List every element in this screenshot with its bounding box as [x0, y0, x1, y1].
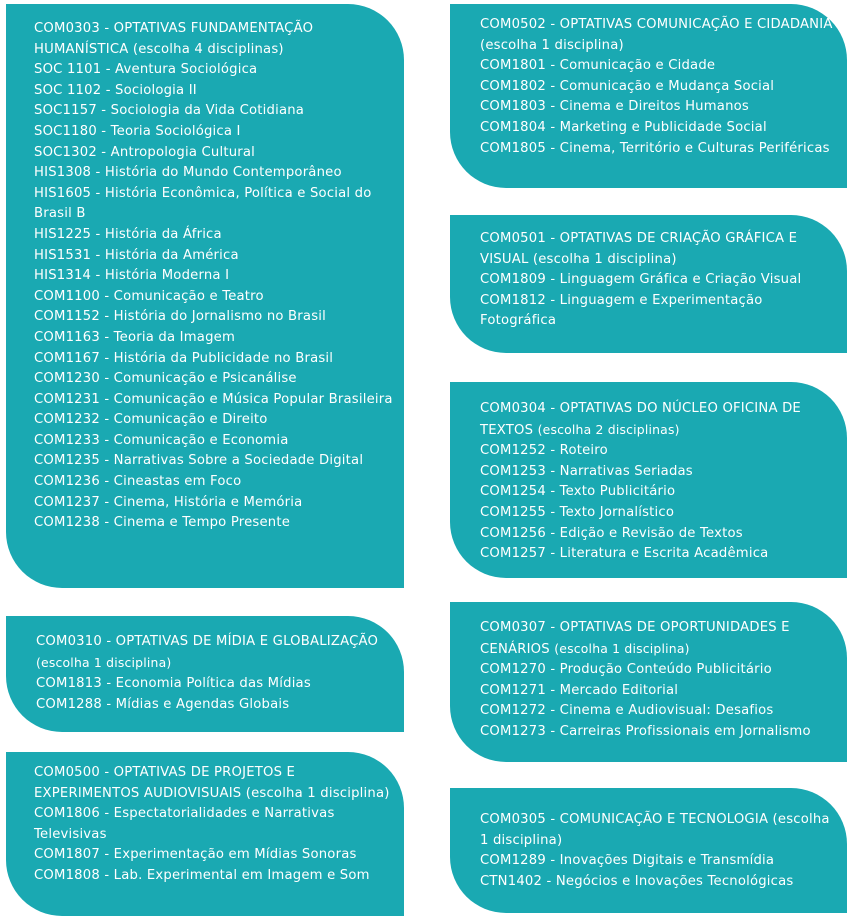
card-title: [36, 632, 394, 674]
course-item: COM1809 - Linguagem Gráfica e Criação Visual: [480, 272, 802, 288]
card-title-text: COM0303 - OPTATIVAS FUNDAMENTAÇÃO HUMANÍSTICA (escolha 4 disciplinas): [34, 21, 314, 57]
card-title-text: COM0310 - OPTATIVAS DE MÍDIA E GLOBALIZAÇÃO: [36, 634, 379, 649]
course-item: COM1236 - Cineastas em Foco: [34, 474, 242, 490]
course-item: COM1808 - Lab. Experimental em Imagem e Som: [34, 867, 370, 883]
card-com0303-fundamentacao-humanistica: [6, 4, 404, 588]
course-item: COM1812 - Linguagem e Experimentação Fotográfica: [480, 292, 763, 329]
course-item: COM1231 - Comunicação e Música Popular Brasileira: [34, 391, 393, 407]
course-item: COM1100 - Comunicação e Teatro: [34, 288, 264, 304]
course-item: HIS1308 - História do Mundo Contemporâneo: [34, 165, 342, 181]
course-item: CTN1402 - Negócios e Inovações Tecnológicas: [480, 873, 794, 889]
course-item: HIS1225 - História da África: [34, 226, 222, 242]
course-item: COM1257 - Literatura e Escrita Acadêmica: [480, 546, 769, 562]
course-item: COM1237 - Cinema, História e Memória: [34, 494, 303, 510]
course-item: HIS1314 - História Moderna I: [34, 268, 230, 284]
course-item: COM1288 - Mídias e Agendas Globais: [36, 696, 290, 712]
card-com0305-comunicacao-tecnologia: [450, 788, 847, 913]
card-title: [480, 229, 837, 270]
course-item: COM1801 - Comunicação e Cidade: [480, 58, 716, 74]
course-item: COM1230 - Comunicação e Psicanálise: [34, 371, 297, 387]
course-item: COM1273 - Carreiras Profissionais em Jornalismo: [480, 723, 811, 739]
card-com0500-projetos-audiovisuais: [6, 752, 404, 916]
course-item: COM1152 - História do Jornalismo no Brasil: [34, 309, 327, 325]
card-com0502-comunicacao-cidadania: [450, 4, 847, 188]
card-com0501-criacao-grafica-visual: [450, 215, 847, 353]
course-item: COM1167 - História da Publicidade no Brasil: [34, 350, 334, 366]
course-item: SOC1302 - Antropologia Cultural: [34, 144, 256, 160]
card-title: [34, 763, 394, 804]
card-title-text: COM0501 - OPTATIVAS DE CRIAÇÃO GRÁFICA E VISUAL (escolha 1 disciplina): [480, 231, 798, 267]
course-item: COM1253 - Narrativas Seriadas: [480, 463, 693, 479]
card-title: [480, 399, 837, 441]
card-title-text: COM0500 - OPTATIVAS DE PROJETOS E EXPERIMENTOS AUDIOVISUAIS (escolha 1 disciplina): [34, 765, 390, 801]
course-item: COM1805 - Cinema, Território e Culturas Periféricas: [480, 140, 830, 156]
course-item: COM1807 - Experimentação em Mídias Sonoras: [34, 847, 357, 863]
card-title-text: COM0305 - COMUNICAÇÃO E TECNOLOGIA (escolha 1 disciplina): [480, 812, 830, 848]
course-item: COM1232 - Comunicação e Direito: [34, 412, 268, 428]
course-item: COM1235 - Narrativas Sobre a Sociedade Digital: [34, 453, 364, 469]
course-item: SOC1157 - Sociologia da Vida Cotidiana: [34, 103, 305, 119]
card-title: [480, 810, 837, 851]
card-com0307-oportunidades-cenarios: [450, 602, 847, 762]
course-item: COM1256 - Edição e Revisão de Textos: [480, 525, 743, 541]
course-item: COM1802 - Comunicação e Mudança Social: [480, 78, 775, 94]
card-title-text: COM0502 - OPTATIVAS COMUNICAÇÃO E CIDADANIA (escolha 1 disciplina): [480, 17, 833, 53]
card-title: [480, 15, 837, 56]
course-item: COM1238 - Cinema e Tempo Presente: [34, 515, 291, 531]
course-item: COM1806 - Espectatorialidades e Narrativas Televisivas: [34, 806, 335, 842]
card-title: [480, 618, 837, 660]
card-title-text: COM0307 - OPTATIVAS DE OPORTUNIDADES E CENÁRIOS: [480, 620, 790, 657]
course-item: COM1803 - Cinema e Direitos Humanos: [480, 99, 749, 115]
course-item: COM1272 - Cinema e Audiovisual: Desafios: [480, 703, 774, 719]
course-item: SOC1180 - Teoria Sociológica I: [34, 123, 241, 139]
course-item: COM1163 - Teoria da Imagem: [34, 329, 236, 345]
course-item: COM1254 - Texto Publicitário: [480, 484, 676, 500]
card-com0310-midia-globalizacao: [6, 616, 404, 732]
card-title: [34, 19, 394, 60]
card-com0304-oficina-de-textos: [450, 382, 847, 578]
course-item: SOC 1102 - Sociologia II: [34, 82, 197, 98]
course-item: COM1271 - Mercado Editorial: [480, 682, 679, 698]
course-item: COM1270 - Produção Conteúdo Publicitário: [480, 662, 772, 678]
course-item: COM1233 - Comunicação e Economia: [34, 432, 289, 448]
course-item: HIS1531 - História da América: [34, 247, 239, 263]
card-title-text: COM0304 - OPTATIVAS DO NÚCLEO OFICINA DE TEXTOS: [480, 401, 801, 438]
course-item: COM1252 - Roteiro: [480, 443, 608, 459]
course-item: HIS1605 - História Econômica, Política e Social do Brasil B: [34, 185, 372, 222]
course-item: COM1255 - Texto Jornalístico: [480, 504, 675, 520]
course-item: COM1804 - Marketing e Publicidade Social: [480, 119, 767, 135]
card-title-note: (escolha 1 disciplina): [36, 654, 172, 670]
course-item: COM1289 - Inovações Digitais e Transmídia: [480, 853, 775, 869]
card-title-note: (escolha 2 disciplinas): [537, 421, 680, 437]
course-item: SOC 1101 - Aventura Sociológica: [34, 62, 258, 78]
course-item: COM1813 - Economia Política das Mídias: [36, 676, 311, 692]
card-title-note: (escolha 1 disciplina): [554, 640, 690, 656]
